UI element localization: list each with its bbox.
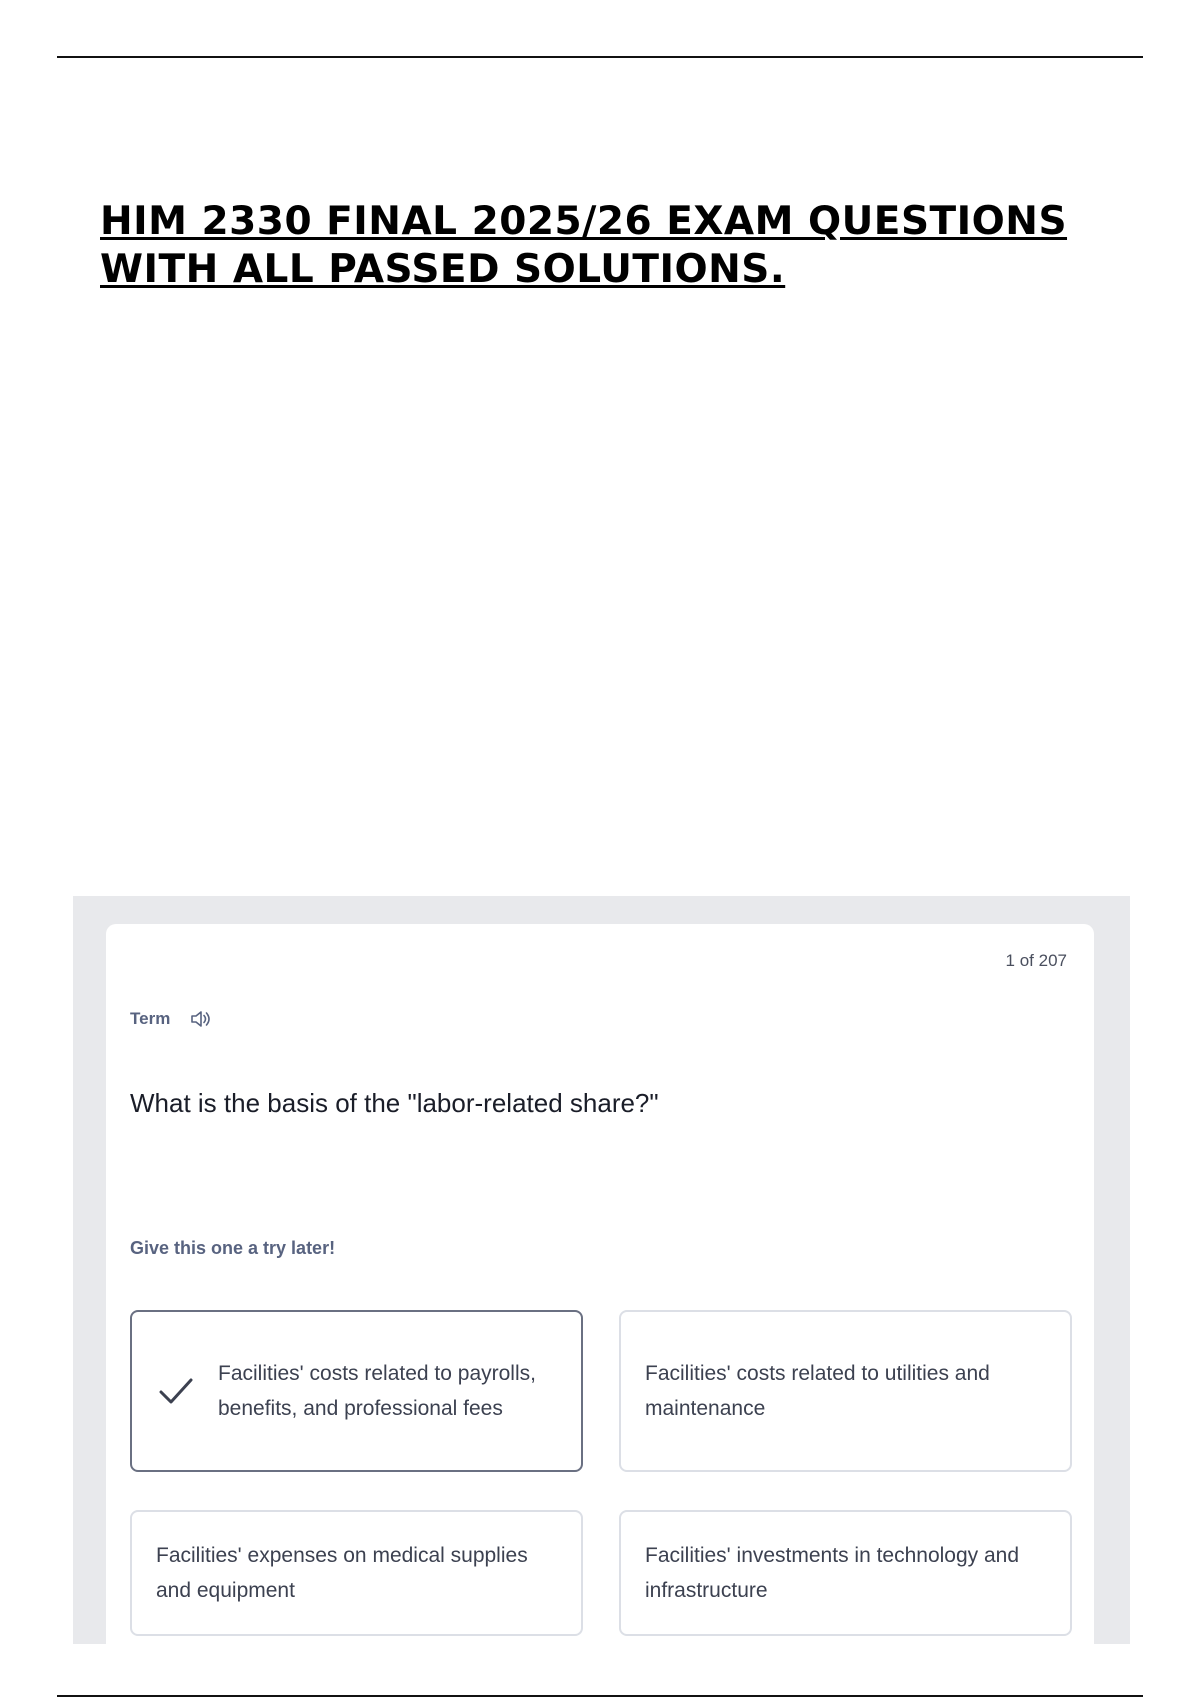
document-title: HIM 2330 FINAL 2025/26 EXAM QUESTIONS WITH ALL PASSED SOLUTIONS. bbox=[100, 199, 1068, 292]
answer-option-1[interactable] bbox=[130, 1310, 583, 1472]
answer-option-2[interactable] bbox=[619, 1310, 1072, 1472]
flashcard-panel bbox=[73, 896, 1130, 1644]
answer-option-text: Facilities' investments in technology and infrastructure bbox=[645, 1544, 1020, 1602]
term-label: Term bbox=[130, 1009, 171, 1028]
bottom-rule bbox=[57, 1695, 1143, 1697]
answer-option-4[interactable] bbox=[619, 1510, 1072, 1636]
flashcard bbox=[106, 924, 1094, 1644]
term-row bbox=[130, 1009, 212, 1029]
speaker-icon[interactable] bbox=[190, 1010, 212, 1028]
hint-text: Give this one a try later! bbox=[130, 1238, 336, 1258]
question-text: What is the basis of the "labor-related share?" bbox=[130, 1088, 659, 1118]
top-rule bbox=[57, 56, 1143, 58]
card-counter: 1 of 207 bbox=[1005, 951, 1067, 970]
check-icon bbox=[156, 1371, 196, 1411]
answer-option-text: Facilities' costs related to payrolls, benefits, and professional fees bbox=[218, 1362, 536, 1420]
answer-option-3[interactable] bbox=[130, 1510, 583, 1636]
answer-option-text: Facilities' expenses on medical supplies and equipment bbox=[156, 1544, 528, 1602]
answer-option-text: Facilities' costs related to utilities and maintenance bbox=[645, 1362, 990, 1420]
